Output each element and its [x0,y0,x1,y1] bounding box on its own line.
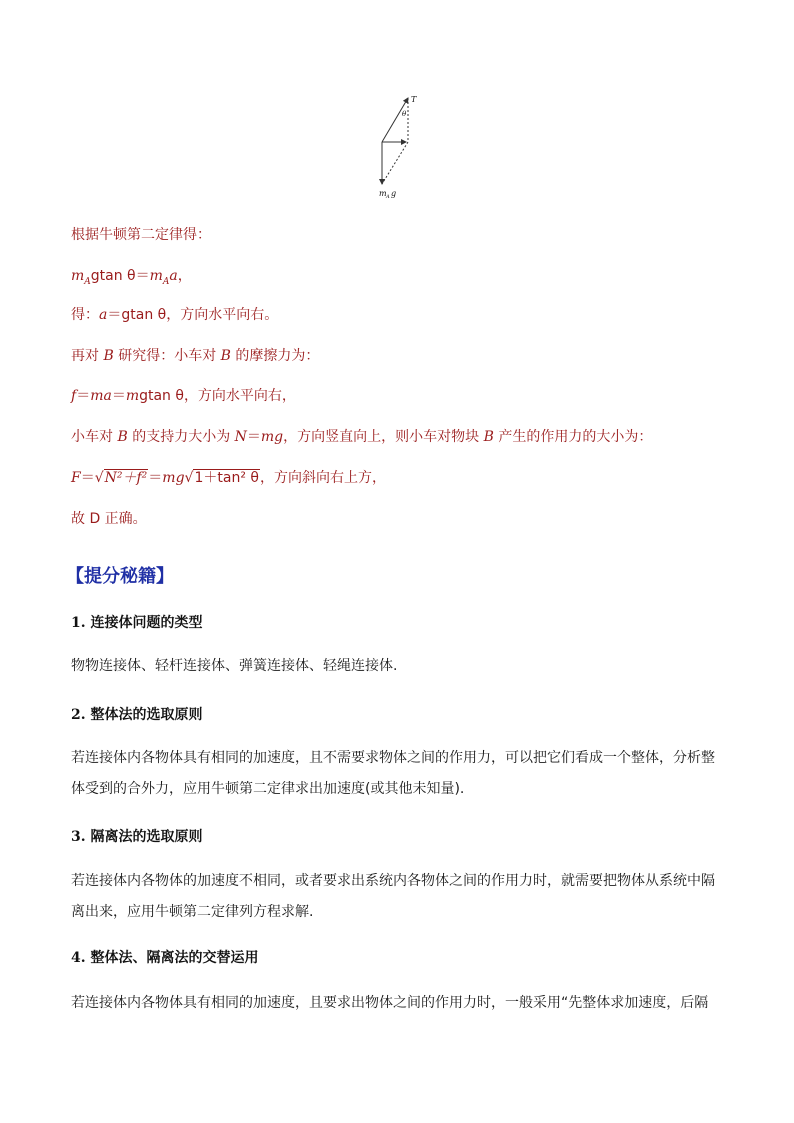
solution-line-3 [71,305,278,325]
weight-label-g: g [391,189,397,198]
solution-line-1: 根据牛顿第二定律得： [71,227,211,243]
ma-symbol: ma [90,388,112,404]
mg-symbol: mg [162,470,185,486]
f-symbol: f [71,388,77,404]
section-3-body-line-2: 离出来，应用牛顿第二定律列方程求解. [71,904,314,920]
text: 产生的作用力的大小为： [493,429,653,445]
section-4-body-line-1: 若连接体内各物体具有相同的加速度，且要求出物体之间的作用力时，一般采用“先整体求加速度，后隔 [71,995,709,1011]
radicand: 1＋tan² θ [194,470,259,486]
radicand: N²＋f² [104,470,148,486]
b-symbol: B [103,348,114,364]
solution-line-4 [71,346,319,366]
text: 的支持力大小为 [127,429,235,445]
section-2-body-line-1: 若连接体内各物体具有相同的加速度，且不需要求物体之间的作用力，可以把它们看成一个整体，分析整 [71,750,715,766]
a-symbol: a [169,268,178,284]
sqrt-icon: √ [94,470,104,486]
n-symbol: N [234,429,247,445]
tension-label: T [411,95,417,104]
section-1-title: 1. 连接体问题的类型 [71,615,203,631]
section-4-title: 4. 整体法、隔离法的交替运用 [71,950,259,966]
m-symbol: m [125,388,140,404]
weight-label-m: m [379,189,387,198]
force-diagram [372,92,424,202]
text: ＝ [148,470,163,486]
section-1-body: 物物连接体、轻杆连接体、弹簧连接体、轻绳连接体. [71,658,398,674]
weight-label-sub: A [386,194,390,200]
text: 再对 [71,348,104,364]
text: ，方向竖直向上，则小车对物块 [283,429,484,445]
solution-line-7 [71,468,386,488]
section-2-body-line-2: 体受到的合外力，应用牛顿第二定律求出加速度(或其他未知量). [71,781,465,797]
punct: ， [177,268,192,284]
text: ＝ [246,429,261,445]
sqrt-icon: √ [184,470,194,486]
solution-line-2 [71,266,192,292]
text: 的摩擦力为： [230,348,320,364]
expr: ＝gtan θ，方向水平向右。 [107,307,279,323]
solution-line-5 [71,386,296,406]
tips-heading: 【提分秘籍】 [66,566,174,587]
text: ＝ [111,388,126,404]
text: ，方向斜向右上方， [259,470,386,486]
text: gtan θ，方向水平向右， [139,388,296,404]
sub-a: A [84,276,91,287]
dashed-diagonal [382,142,408,184]
angle-label: θ [402,110,407,118]
m-symbol: m [149,268,163,284]
section-2-title: 2. 整体法的选取原则 [71,707,203,723]
text: 研究得：小车对 [113,348,221,364]
section-3-title: 3. 隔离法的选取原则 [71,829,203,845]
b-symbol: B [117,429,128,445]
text: ＝ [76,388,91,404]
tension-arrow [382,98,408,142]
text: ＝ [80,470,95,486]
b-symbol: B [483,429,494,445]
f-symbol: F [71,470,81,486]
prefix: 得： [71,307,99,323]
text: 小车对 [71,429,118,445]
mg-symbol: mg [260,429,284,445]
section-3-body-line-1: 若连接体内各物体的加速度不相同，或者要求出系统内各物体之间的作用力时，就需要把物体从系统中隔 [71,873,715,889]
solution-line-6 [71,427,652,447]
expr: gtan θ＝ [90,268,150,284]
a-symbol: a [99,307,108,323]
m-symbol: m [71,268,85,284]
b-symbol: B [220,348,231,364]
solution-line-8: 故 D 正确。 [71,511,147,527]
sub-a: A [162,276,170,287]
